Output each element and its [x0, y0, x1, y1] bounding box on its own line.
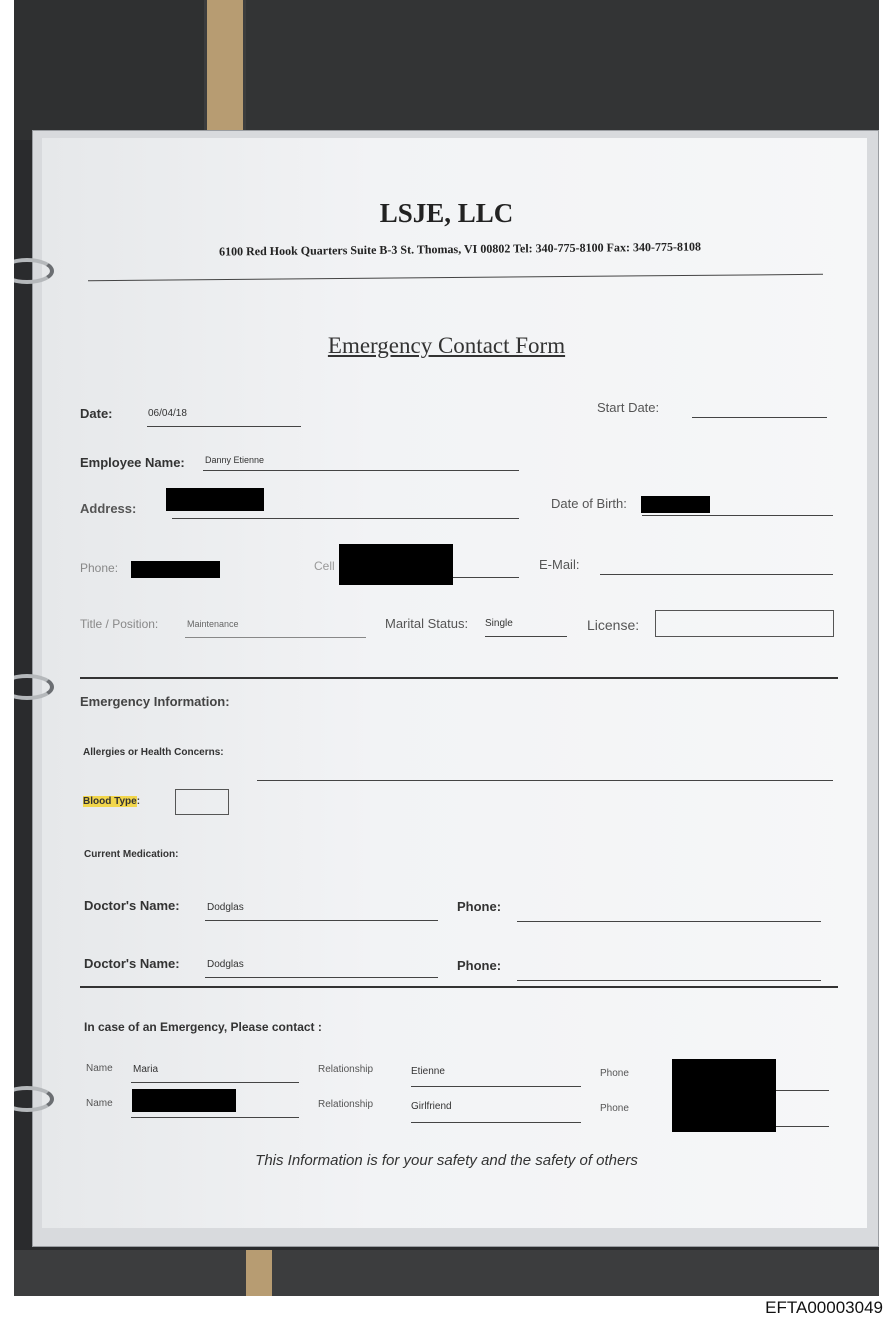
phone-label: Phone:: [80, 561, 119, 575]
section-divider: [80, 677, 838, 679]
address-label: Address:: [80, 501, 137, 516]
doctor-name-label-1: Doctor's Name:: [84, 898, 180, 913]
cell-underline: [453, 577, 519, 578]
relationship-underline-2: [411, 1122, 581, 1123]
title-value[interactable]: Maintenance: [187, 619, 239, 629]
cell-redaction: [339, 544, 453, 585]
company-name: LSJE, LLC: [379, 198, 514, 228]
email-label: E-Mail:: [539, 557, 580, 572]
relationship-value-1[interactable]: Etienne: [411, 1066, 445, 1077]
blood-type-label: Blood Type: [83, 796, 137, 807]
doctor-phone-label-2: Phone:: [457, 958, 502, 973]
contacts-heading: In case of an Emergency, Please contact :: [84, 1020, 322, 1034]
doctor-name-value-2[interactable]: Dodglas: [207, 959, 244, 970]
doctor-name-underline-2: [205, 977, 438, 978]
phone-redaction: [131, 561, 220, 578]
start-date-label: Start Date:: [597, 400, 660, 415]
allergies-field[interactable]: [257, 780, 833, 781]
blood-type-colon: :: [136, 796, 141, 807]
address-redaction: [166, 488, 264, 511]
form-title: Emergency Contact Form: [327, 333, 566, 358]
doctor-phone-field-1[interactable]: [517, 921, 821, 922]
doctor-name-label-2: Doctor's Name:: [84, 956, 180, 971]
contact-name-redaction-2: [132, 1089, 236, 1112]
floor-plank: [246, 0, 879, 140]
contact-phone-underline-1: [775, 1090, 829, 1091]
license-label: License:: [587, 617, 640, 633]
title-underline: [185, 637, 366, 638]
floor-plank: [14, 0, 204, 140]
doctor-phone-field-2[interactable]: [517, 980, 821, 981]
marital-status-label: Marital Status:: [385, 616, 469, 631]
contact-name-label-1: Name: [86, 1063, 113, 1074]
contact-phone-label-1: Phone: [600, 1068, 629, 1079]
dob-underline: [642, 515, 833, 516]
date-label: Date:: [80, 406, 113, 421]
contact-name-label-2: Name: [86, 1098, 113, 1109]
employee-name-underline: [203, 470, 519, 471]
bates-number: EFTA00003049: [765, 1298, 883, 1317]
contact-phones-redaction: [672, 1059, 776, 1132]
dob-label: Date of Birth:: [551, 496, 627, 511]
contact-phone-underline-2: [775, 1126, 829, 1127]
contact-phone-label-2: Phone: [600, 1103, 629, 1114]
title-label: Title / Position:: [80, 617, 159, 631]
date-value[interactable]: 06/04/18: [148, 408, 187, 419]
doctor-phone-label-1: Phone:: [457, 899, 502, 914]
marital-status-value[interactable]: Single: [485, 618, 513, 629]
relationship-label-2: Relationship: [318, 1099, 374, 1110]
contact-name-underline-2: [131, 1117, 299, 1118]
section-divider: [80, 986, 838, 988]
employee-name-label: Employee Name:: [80, 455, 185, 470]
current-medication-label: Current Medication:: [84, 849, 179, 860]
relationship-label-1: Relationship: [318, 1064, 374, 1075]
blood-type-field[interactable]: [175, 789, 229, 815]
floor-wood-strip: [207, 0, 243, 140]
relationship-underline-1: [411, 1086, 581, 1087]
date-underline: [147, 426, 301, 427]
form-title-wrap: [0, 333, 893, 359]
dob-redaction: [641, 496, 710, 513]
email-field[interactable]: [600, 574, 833, 575]
contact-name-underline-1: [131, 1082, 299, 1083]
employee-name-value[interactable]: Danny Etienne: [205, 455, 265, 465]
allergies-label: Allergies or Health Concerns:: [83, 747, 224, 758]
license-field[interactable]: [655, 610, 834, 637]
relationship-value-2[interactable]: Girlfriend: [411, 1101, 452, 1112]
doctor-name-value-1[interactable]: Dodglas: [207, 902, 244, 913]
contact-name-value-1[interactable]: Maria: [133, 1064, 159, 1075]
address-underline: [172, 518, 519, 519]
blood-type-label-wrap: [83, 796, 140, 807]
company-address: 6100 Red Hook Quarters Suite B-3 St. Thomas, VI 00802 Tel: 340-775-8100 Fax: 340-775-8108: [218, 239, 702, 259]
doctor-name-underline-1: [205, 920, 438, 921]
floor-wood-strip: [246, 1245, 272, 1296]
marital-underline: [485, 636, 567, 637]
start-date-field[interactable]: [692, 417, 827, 418]
cell-label: Cell: [314, 559, 335, 573]
emergency-info-heading: Emergency Information:: [80, 694, 230, 709]
footer-note: This Information is for your safety and the safety of others: [255, 1152, 638, 1169]
